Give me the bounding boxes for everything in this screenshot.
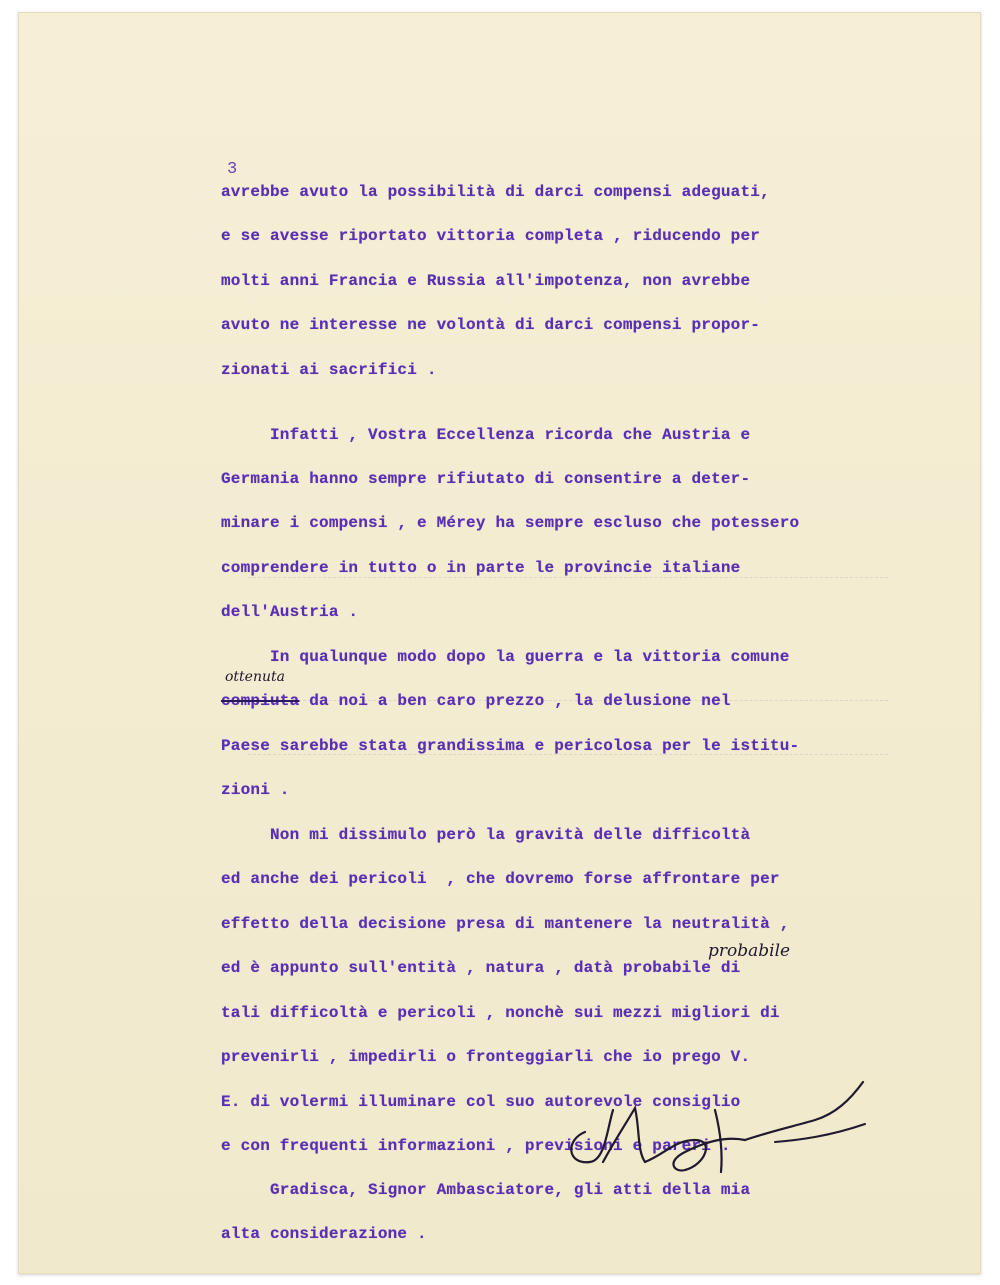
text-line: molti anni Francia e Russia all'impotenza, non avrebbe	[221, 272, 751, 290]
text-line: Gradisca, Signor Ambasciatore, gli atti della mia	[221, 1181, 751, 1199]
text-line-with-correction	[221, 691, 731, 711]
text-line: dell'Austria .	[221, 603, 359, 621]
text-line: Non mi dissimulo però la gravità delle difficoltà	[221, 826, 751, 844]
text-line: E. di volermi illuminare col suo autorevole consiglio	[221, 1093, 741, 1111]
text-line: avuto ne interesse ne volontà di darci compensi propor-	[221, 316, 761, 334]
text-line: Paese sarebbe stata grandissima e pericolosa per le istitu-	[221, 737, 800, 755]
text-line: alta considerazione .	[221, 1225, 427, 1243]
text-line: zioni .	[221, 781, 290, 799]
text-line: zionati ai sacrifici .	[221, 361, 437, 379]
text-line: prevenirli , impedirli o fronteggiarli che io prego V.	[221, 1048, 751, 1066]
text-line: In qualunque modo dopo la guerra e la vittoria comune	[221, 648, 790, 666]
page-number: 3	[227, 160, 238, 179]
text-line-rest: da noi a ben caro prezzo , la delusione nel	[299, 692, 731, 710]
text-line: ed anche dei pericoli , che dovremo forse affrontare per	[221, 870, 780, 888]
struck-word: compiuta	[221, 692, 300, 710]
handwritten-insertion: ottenuta	[225, 669, 285, 685]
text-line: e con frequenti informazioni , previsioni e pareri .	[221, 1137, 731, 1155]
text-line: e se avesse riportato vittoria completa , riducendo per	[221, 227, 761, 245]
text-line: Infatti , Vostra Eccellenza ricorda che Austria e	[221, 426, 751, 444]
text-line: avrebbe avuto la possibilità di darci compensi adeguati,	[221, 183, 770, 201]
text-line: comprendere in tutto o in parte le provincie italiane	[221, 559, 741, 577]
text-line: effetto della decisione presa di mantenere la neutralità ,	[221, 915, 790, 933]
document-page	[18, 12, 981, 1274]
handwritten-correction: probabile	[708, 941, 791, 961]
text-line: Germania hanno sempre rifiutato di consentire a deter-	[221, 470, 751, 488]
text-line: tali difficoltà e pericoli , nonchè sui mezzi migliori di	[221, 1004, 780, 1022]
signature	[545, 1070, 885, 1180]
text-line: ed è appunto sull'entità , natura , datà probabile di	[221, 959, 741, 977]
text-line: minare i compensi , e Mérey ha sempre escluso che potessero	[221, 514, 800, 532]
